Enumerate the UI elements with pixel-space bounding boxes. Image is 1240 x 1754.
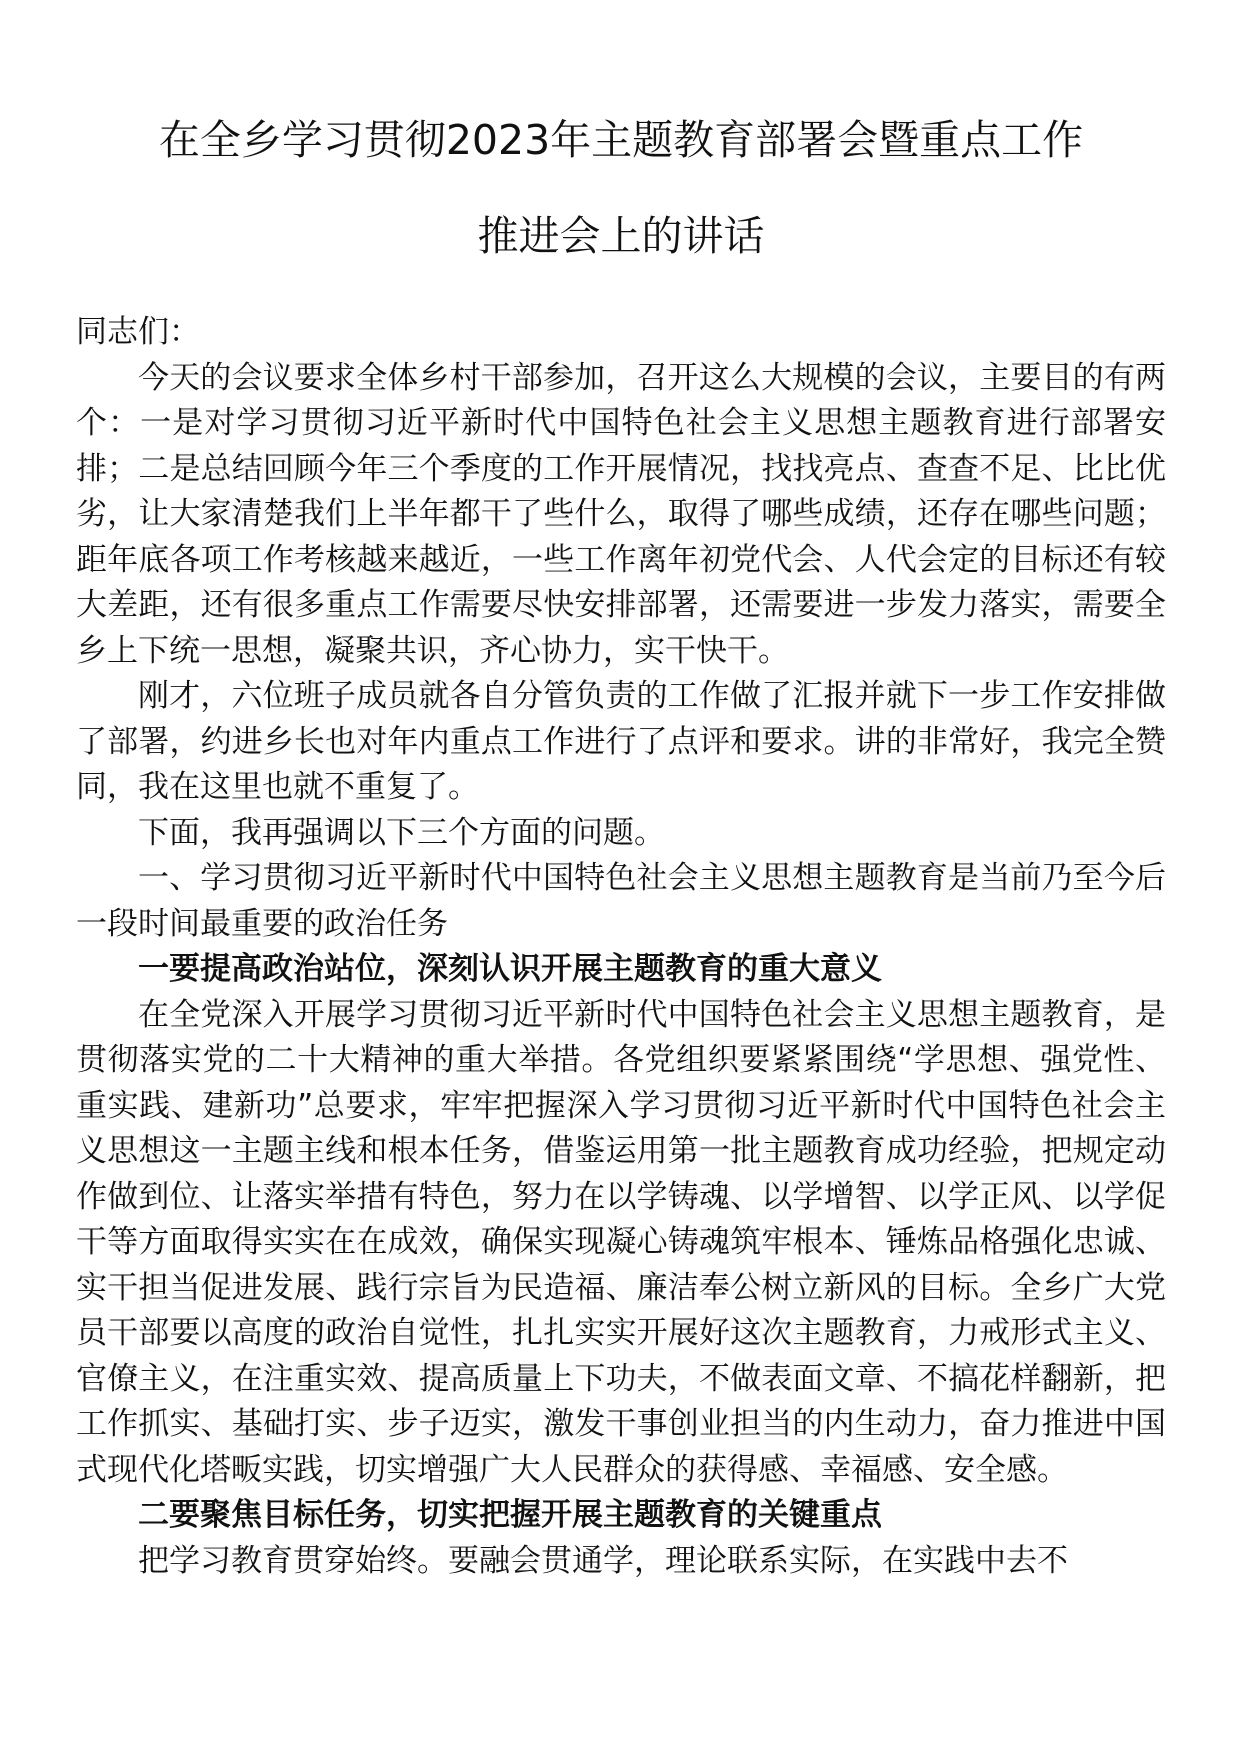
document-page bbox=[76, 92, 1166, 1584]
paragraph-intro: 今天的会议要求全体乡村干部参加，召开这么大规模的会议，主要目的有两个：一是对学习贯彻习近平新时代中国特色社会主义思想主题教育进行部署安排；二是总结回顾今年三个季度的工作开展情况，找找亮点、查查不足、比比优劣，让大家清楚我们上半年都干了些什么，取得了哪些成绩，还存在哪些问题；距年底各项工作考核越来越近，一些工作离年初党代会、人代会定的目标还有较大差距，还有很多重点工作需要尽快安排部署，还需要进一步发力落实，需要全乡上下统一思想，凝聚共识，齐心协力，实干快干。 bbox=[76, 359, 1166, 669]
salutation: 同志们： bbox=[76, 314, 200, 350]
paragraph-significance: 在全党深入开展学习贯彻习近平新时代中国特色社会主义思想主题教育，是贯彻落实党的二十大精神的重大举措。各党组织要紧紧围绕“学思想、强党性、重实践、建新功”总要求，牢牢把握深入学习贯彻习近平新时代中国特色社会主义思想这一主题主线和根本任务，借鉴运用第一批主题教育成功经验，把规定动作做到位、让落实举措有特色，努力在以学铸魂、以学增智、以学正风、以学促干等方面取得实实在在成效，确保实现凝心铸魂筑牢根本、锤炼品格强化忠诚、实干担当促进发展、践行宗旨为民造福、廉洁奉公树立新风的目标。全乡广大党员干部要以高度的政治自觉性，扎扎实实开展好这次主题教育，力戒形式主义、官僚主义，在注重实效、提高质量上下功夫，不做表面文章、不搞花样翻新，把工作抓实、基础打实、步子迈实，激发干事创业担当的内生动力，奋力推进中国式现代化塔畈实践，切实增强广大人民群众的获得感、幸福感、安全感。 bbox=[76, 996, 1166, 1488]
title-line-1: 在全乡学习贯彻2023年主题教育部署会暨重点工作 bbox=[158, 116, 1084, 164]
title-line-2: 推进会上的讲话 bbox=[477, 212, 765, 260]
paragraph-transition: 下面，我再强调以下三个方面的问题。 bbox=[138, 814, 665, 851]
document-title bbox=[76, 92, 1166, 284]
paragraph-learning: 把学习教育贯穿始终。要融会贯通学，理论联系实际，在实践中去不 bbox=[138, 1542, 1068, 1579]
subheading-two: 二要聚焦目标任务，切实把握开展主题教育的关键重点 bbox=[138, 1497, 882, 1533]
subheading-one: 一要提高政治站位，深刻认识开展主题教育的重大意义 bbox=[138, 951, 882, 987]
paragraph-reports: 刚才，六位班子成员就各自分管负责的工作做了汇报并就下一步工作安排做了部署，约进乡长也对年内重点工作进行了点评和要求。讲的非常好，我完全赞同，我在这里也就不重复了。 bbox=[76, 678, 1166, 805]
section-heading-one: 一、学习贯彻习近平新时代中国特色社会主义思想主题教育是当前乃至今后一段时间最重要的政治任务 bbox=[76, 860, 1166, 942]
document-body bbox=[76, 310, 1166, 1584]
